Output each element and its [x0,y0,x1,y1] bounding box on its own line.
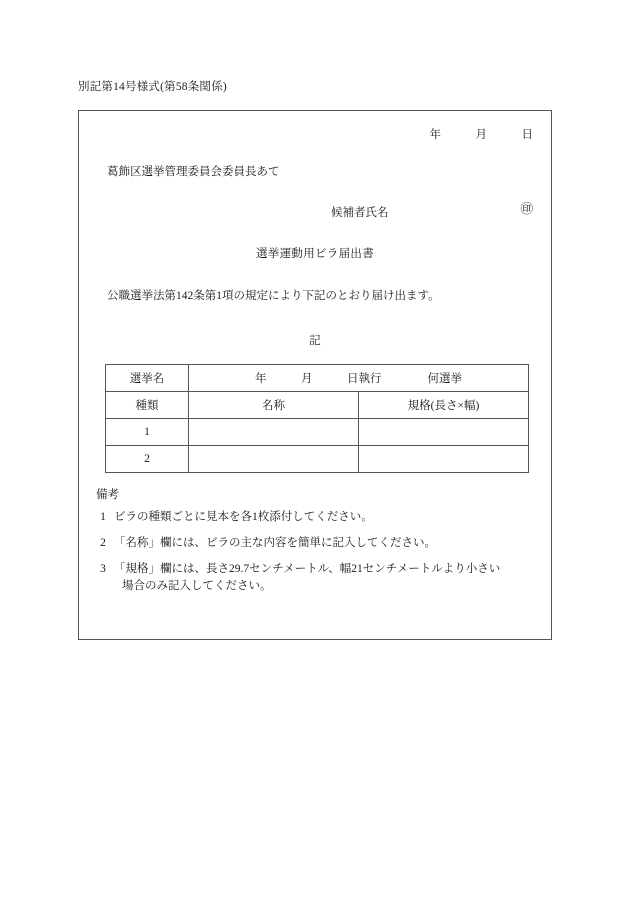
ki-marker: 記 [309,335,321,347]
table-row [106,419,529,446]
remark-number: 1 [100,511,106,523]
row-2-name-input-cell[interactable] [189,446,359,473]
column-header-kind: 種類 [106,392,189,419]
row-number-1: 1 [106,419,189,446]
declaration-table [105,364,529,473]
seal-stamp-icon: ㊞ [520,202,533,216]
remark-text-line-2: 場合のみ記入してください。 [122,580,272,593]
table-row [106,392,529,419]
remarks-section [92,486,539,604]
remarks-title: 備考 [96,489,119,501]
row-1-spec-input-cell[interactable] [359,419,529,446]
remark-number: 3 [100,562,106,575]
remark-text [114,561,539,597]
remark-text-line-1: 「規格」欄には、長さ29.7センチメートル、幅21センチメートルより小さい [114,562,501,575]
table-row [106,365,529,392]
remark-item [92,561,539,597]
remark-number: 2 [100,536,106,549]
table-row [106,446,529,473]
remark-item [92,509,539,527]
election-name-value-cell[interactable]: 年 月 日執行 何選挙 [189,365,529,392]
remark-text: 「名称」欄には、ビラの主な内容を簡単に記入してください。 [114,536,436,549]
column-header-name: 名称 [189,392,359,419]
row-2-spec-input-cell[interactable] [359,446,529,473]
addressee-line: 葛飾区選挙管理委員会委員長あて [107,166,280,178]
election-name-label-cell: 選挙名 [106,365,189,392]
remark-item [92,535,539,553]
document-body-box [78,110,552,640]
date-line: 年 月 日 [429,129,533,141]
document-title: 選挙運動用ビラ届出書 [256,248,374,260]
row-number-2: 2 [106,446,189,473]
candidate-name-row [107,204,536,222]
form-number-label: 別記第14号様式(第58条関係) [78,81,227,93]
candidate-name-label: 候補者氏名 [331,207,389,219]
statute-sentence: 公職選挙法第142条第1項の規定により下記のとおり届け出ます。 [107,290,440,302]
column-header-spec: 規格(長さ×幅) [359,392,529,419]
remark-text: ビラの種類ごとに見本を各1枚添付してください。 [114,511,373,523]
row-1-name-input-cell[interactable] [189,419,359,446]
